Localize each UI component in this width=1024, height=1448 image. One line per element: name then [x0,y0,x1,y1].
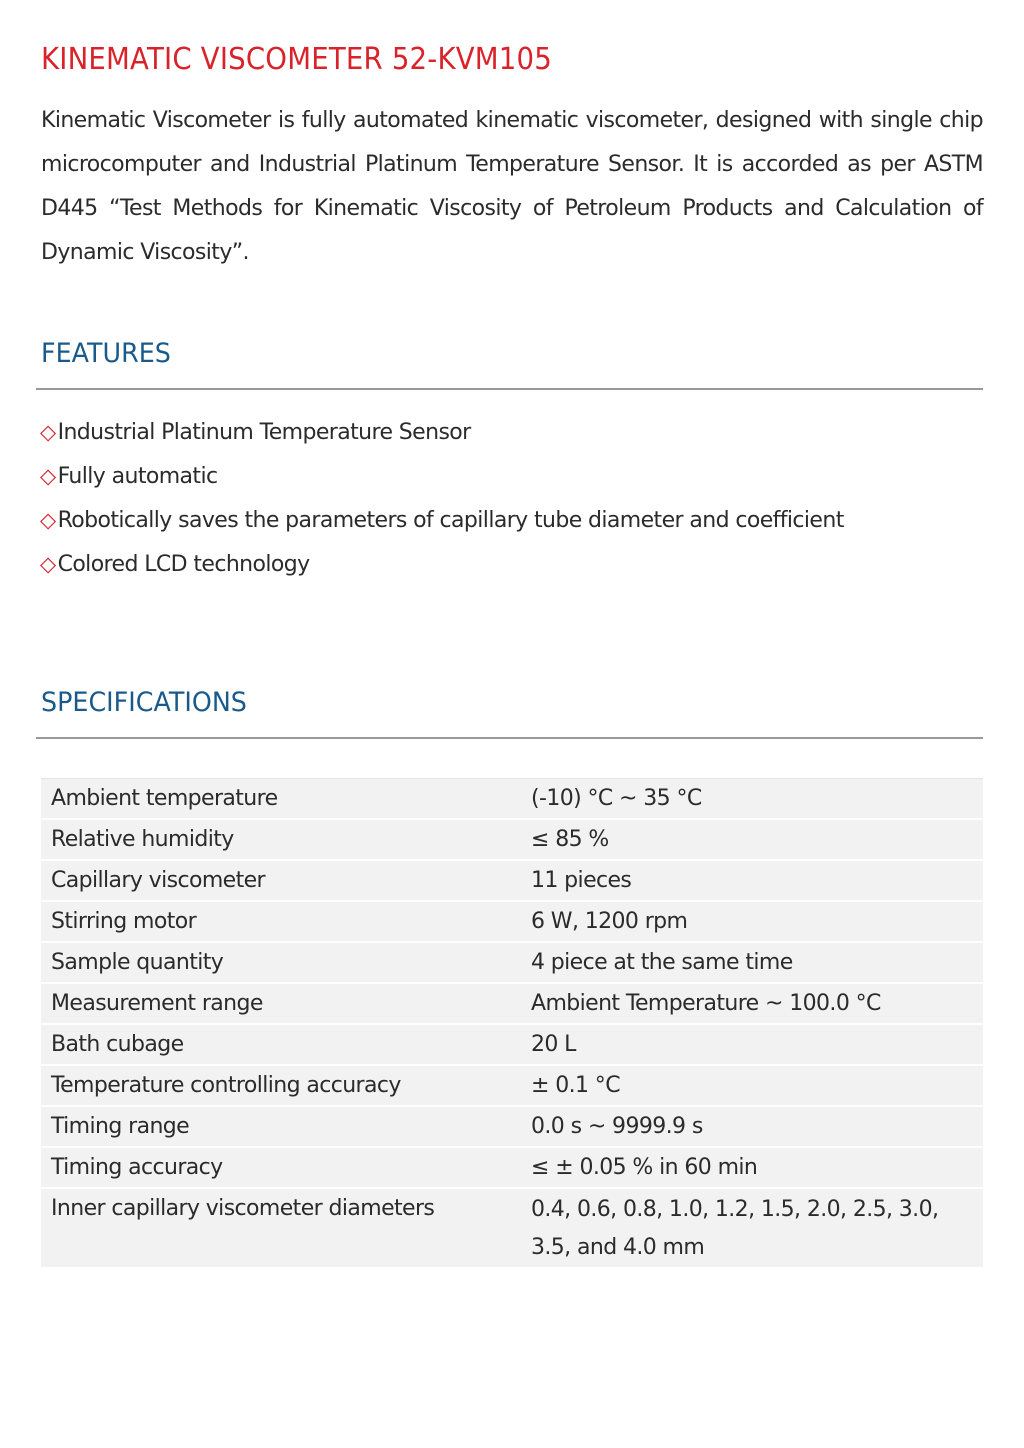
spec-value: 0.4, 0.6, 0.8, 1.0, 1.2, 1.5, 2.0, 2.5, 3.0, 3.5, and 4.0 mm [521,1188,983,1267]
spec-label: Timing accuracy [41,1147,521,1188]
table-row [41,860,983,901]
specifications-heading: SPECIFICATIONS [41,687,247,718]
spec-value: Ambient Temperature ~ 100.0 °C [521,983,983,1024]
diamond-bullet-icon: ◇ [40,552,56,576]
table-row [41,1188,983,1267]
spec-label: Stirring motor [41,901,521,942]
spec-label: Ambient temperature [41,779,521,820]
specifications-divider [36,737,983,739]
table-row [41,819,983,860]
table-row [41,942,983,983]
feature-text: Industrial Platinum Temperature Sensor [57,420,471,445]
feature-list [40,410,844,586]
feature-text: Robotically saves the parameters of capillary tube diameter and coefficient [57,508,844,533]
page-title: KINEMATIC VISCOMETER 52-KVM105 [41,42,553,77]
table-row [41,983,983,1024]
spec-value: ≤ 85 % [521,819,983,860]
diamond-bullet-icon: ◇ [40,464,56,488]
spec-value: ± 0.1 °C [521,1065,983,1106]
feature-item [40,542,844,586]
feature-item [40,498,844,542]
feature-item [40,410,844,454]
table-row [41,1024,983,1065]
table-row [41,901,983,942]
spec-value: (-10) °C ~ 35 °C [521,779,983,820]
spec-label: Relative humidity [41,819,521,860]
table-row [41,1147,983,1188]
spec-label: Timing range [41,1106,521,1147]
intro-paragraph: Kinematic Viscometer is fully automated kinematic viscometer, designed with single chip microcomputer and Industrial Platinum Temperature Sensor. It is accorded as per ASTM D445 “Test Methods for Kinematic Viscosity of Petroleum Products and Calculation of Dynamic Viscosity”. [41,108,983,265]
table-row [41,1106,983,1147]
features-divider [36,388,983,390]
spec-label: Inner capillary viscometer diameters [41,1188,521,1267]
table-row [41,779,983,820]
feature-text: Fully automatic [57,464,218,489]
spec-label: Bath cubage [41,1024,521,1065]
spec-value: 0.0 s ~ 9999.9 s [521,1106,983,1147]
spec-label: Capillary viscometer [41,860,521,901]
spec-label: Temperature controlling accuracy [41,1065,521,1106]
diamond-bullet-icon: ◇ [40,508,56,532]
spec-value: 4 piece at the same time [521,942,983,983]
spec-value: 6 W, 1200 rpm [521,901,983,942]
spec-value: 20 L [521,1024,983,1065]
spec-value: ≤ ± 0.05 % in 60 min [521,1147,983,1188]
feature-text: Colored LCD technology [57,552,310,577]
specifications-table [41,778,983,1267]
spec-value: 11 pieces [521,860,983,901]
table-row [41,1065,983,1106]
spec-label: Measurement range [41,983,521,1024]
diamond-bullet-icon: ◇ [40,420,56,444]
features-heading: FEATURES [41,338,171,369]
spec-label: Sample quantity [41,942,521,983]
feature-item [40,454,844,498]
